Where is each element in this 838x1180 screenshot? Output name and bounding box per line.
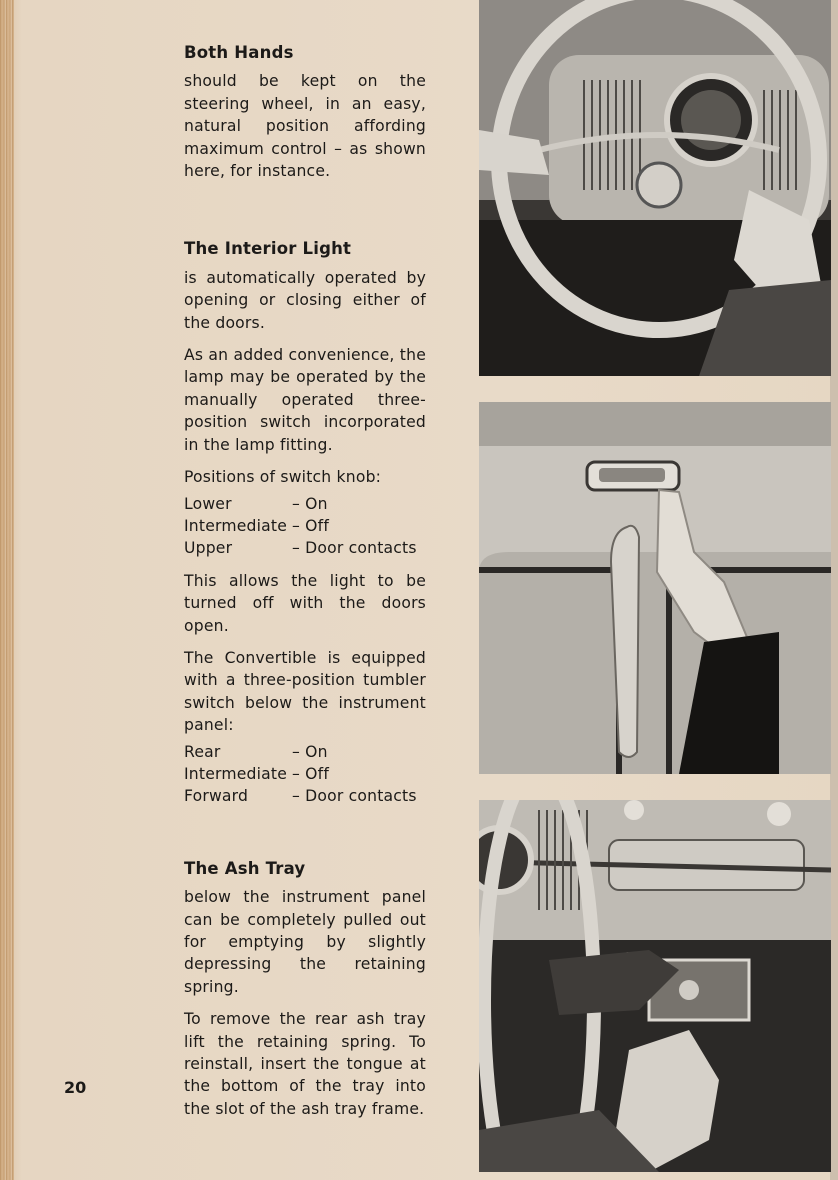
position-value: – Door contacts [292, 539, 417, 558]
paragraph-both-hands: should be kept on the steering wheel, in an easy, natural position affording maximum control – as shown here, for instance. [184, 72, 426, 181]
position-value: – On [292, 494, 328, 513]
paragraph-ashtray-2: To remove the rear ash tray lift the retaining spring. To reinstall, insert the tongue at the bottom of the tray into the slot of the ash tray frame. [184, 1010, 426, 1118]
position-row [184, 493, 426, 515]
page-edge [0, 0, 14, 1180]
heading-interior-light: The Interior Light [184, 239, 352, 259]
position-value: – Door contacts [292, 787, 417, 806]
position-row [184, 741, 426, 763]
paragraph-light-4: The Convertible is equipped with a three-position tumbler switch below the instrument panel: [184, 648, 426, 735]
right-edge [830, 0, 838, 1180]
paragraph-light-3: This allows the light to be turned off with the doors open. [184, 571, 426, 635]
position-value: – On [292, 742, 328, 761]
position-name: Intermediate [184, 764, 288, 783]
position-row [184, 785, 426, 807]
position-value: – Off [292, 764, 330, 783]
switch-positions-table [184, 493, 426, 560]
position-row [184, 537, 426, 559]
paragraph-ashtray-1: below the instrument panel can be completely pulled out for emptying by slightly depressing the retaining spring. [184, 888, 426, 996]
position-name: Intermediate [184, 516, 288, 535]
position-name: Rear [184, 742, 221, 761]
positions-label: Positions of switch knob: [184, 468, 382, 487]
position-value: – Off [292, 516, 330, 535]
page-number: 20 [64, 1078, 87, 1097]
heading-ash-tray: The Ash Tray [184, 858, 306, 878]
paragraph-light-2: As an added convenience, the lamp may be operated by the manually operated three-position switch incorporated in the lamp fitting. [184, 346, 426, 454]
heading-both-hands: Both Hands [184, 43, 294, 62]
position-row [184, 763, 426, 785]
position-row [184, 515, 426, 537]
text-column [184, 42, 426, 1130]
interior-light-photo [479, 402, 831, 774]
convertible-positions-table [184, 741, 426, 808]
position-name: Upper [184, 539, 233, 558]
position-name: Lower [184, 494, 232, 513]
position-name: Forward [184, 787, 249, 806]
paragraph-light-1: is automatically operated by opening or closing either of the doors. [184, 268, 426, 332]
steering-wheel-photo [479, 0, 831, 376]
ash-tray-photo [479, 800, 831, 1172]
